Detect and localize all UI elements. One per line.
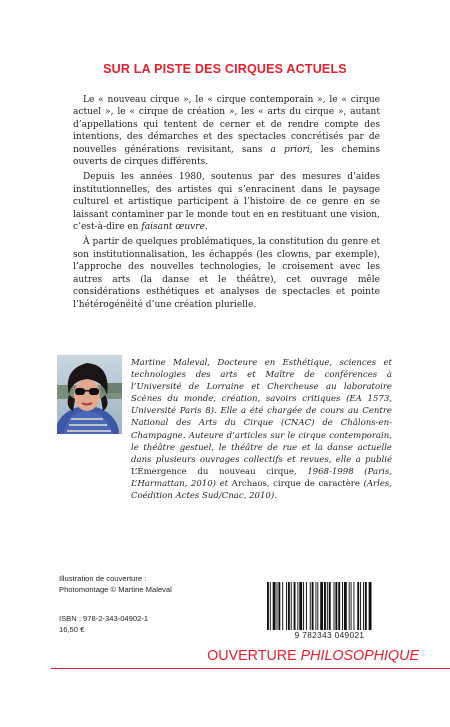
barcode-bar: [310, 582, 311, 630]
synopsis-paragraph-3: À partir de quelques problématiques, la constitution du genre et son institutionnalisation, les échappés (les clowns, par exemple), l’approche des nouvelles technologies, le croisement avec les autres arts (la danse et le théâtre), cet ouvrage mêle considérations esthétiques et analyses de spectacles et pointe l’hétérogénéité d’une création plurielle.: [73, 237, 380, 310]
barcode-bar: [357, 582, 359, 630]
barcode-bar: [294, 582, 296, 630]
barcode-bar: [324, 582, 326, 630]
barcode-bar: [277, 582, 278, 630]
back-cover-title: SUR LA PISTE DES CIRQUES ACTUELS: [103, 62, 347, 76]
price-label: 16,50 €: [59, 624, 85, 634]
barcode-bar: [288, 582, 290, 630]
synopsis-paragraph-2: Depuis les années 1980, soutenus par des mesures d’aides institutionnelles, des artistes qui s’enracinent dans le paysage culturel et artistique participent à l’histoire de ce genre en se laissant contaminer par le monde tout en en restituant une vision, c’est-à-dire en faisant œuvre.: [73, 172, 380, 233]
series-name: OUVERTURE PHILOSOPHIQUE: [207, 648, 419, 664]
barcode-number: 9 782343 049021: [294, 631, 365, 640]
barcode-bar: [303, 582, 304, 630]
barcode-bar: [315, 582, 316, 630]
barcode-bar: [299, 582, 302, 630]
barcode-bar: [369, 582, 372, 630]
synopsis: [73, 94, 380, 311]
barcode-bar: [312, 582, 314, 630]
barcode-bar: [327, 582, 328, 630]
series-rule: [51, 668, 450, 669]
barcode-bar: [363, 582, 364, 630]
barcode-bar: [344, 582, 347, 630]
barcode-bar: [329, 582, 331, 630]
barcode-bar: [360, 582, 361, 630]
barcode-bar: [270, 582, 271, 630]
synopsis-paragraph-1: Le « nouveau cirque », le « cirque contemporain », le « cirque actuel », le « cirque de création », les « arts du cirque », autant d’appellations qui tentent de cerner et de rendre compte des intentions, des démarches et des spectacles concrétisés par de nouvelles générations revisitant, sans a priori, les chemins ouverts de cirques différents.: [73, 95, 380, 168]
barcode-bar: [334, 582, 335, 630]
barcode-bar: [278, 582, 280, 630]
barcode-bar: [365, 582, 367, 630]
author-photo: [57, 355, 122, 434]
barcode-bar: [306, 582, 307, 630]
barcode-bar: [282, 582, 283, 630]
barcode-bar: [317, 582, 318, 630]
cover-credits: Illustration de couverture : Photomontage © Martine Maleval: [59, 574, 172, 594]
barcode-bar: [267, 582, 269, 630]
barcode-bar: [320, 582, 323, 630]
barcode-bar: [338, 582, 340, 630]
barcode-bar: [291, 582, 292, 630]
barcode-bar: [353, 582, 354, 630]
barcode-bar: [349, 582, 350, 630]
isbn-label: ISBN : 978-2-343-04902-1: [59, 614, 149, 623]
author-biography: Martine Maleval, Docteure en Esthétique, sciences et technologies des arts et Maître de conférences à l’Université de Lorraine et Chercheuse au laboratoire Scènes du monde, création, savoirs critiques (EA 1573, Université Paris 8). Elle a été chargée de cours au Centre National des Arts du Cirque (CNAC) de Châlons-en-Champagne. Auteure d’articles sur le cirque contemporain, le théâtre gestuel, le théâtre de rue et la danse actuelle dans plusieurs ouvrages collectifs et revues, elle a publié L’Émergence du nouveau cirque, 1968-1998 (Paris, L’Harmattan, 2010) et Archaos, cirque de caractère (Arles, Coédition Actes Sud/Cnac, 2010).: [131, 358, 392, 502]
barcode-bar: [335, 582, 337, 630]
barcode-bar: [286, 582, 287, 630]
isbn-price-block: [59, 614, 148, 635]
barcode-bar: [342, 582, 343, 630]
barcode-bar: [273, 582, 276, 630]
barcode-bar: [351, 582, 352, 630]
barcode: [264, 582, 395, 630]
barcode-bar: [297, 582, 298, 630]
